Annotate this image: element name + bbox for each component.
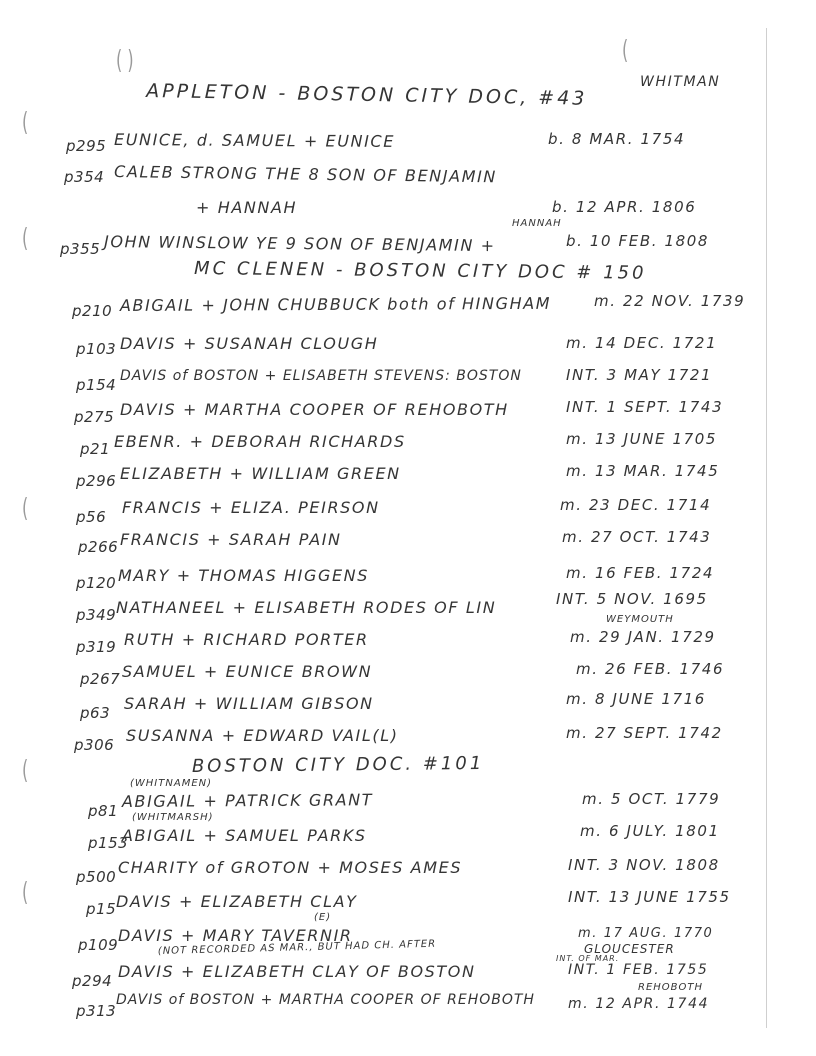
- page-ref: p210: [72, 302, 113, 320]
- entry-text: ABIGAIL + PATRICK GRANT: [121, 790, 374, 811]
- entry-date: INT. 3 NOV. 1808: [568, 856, 720, 874]
- page-ref: p63: [80, 704, 111, 722]
- entry-text: CALEB STRONG THE 8 SON OF BENJAMIN: [114, 162, 498, 187]
- entry-text: MARY + THOMAS HIGGENS: [118, 566, 369, 585]
- right-margin-line: [766, 28, 767, 1028]
- punch-mark: (: [22, 876, 29, 907]
- entry-text: FRANCIS + ELIZA. PEIRSON: [122, 498, 380, 517]
- entry-date: INT. 1 SEPT. 1743: [566, 398, 724, 416]
- entry-date: INT. 3 MAY 1721: [566, 366, 713, 384]
- section-title: BOSTON CITY DOC. #101: [191, 752, 485, 777]
- entry-date: m. 13 JUNE 1705: [566, 430, 718, 448]
- entry-text: DAVIS of BOSTON + MARTHA COOPER OF REHOBOTH: [116, 992, 535, 1008]
- entry-date: m. 23 DEC. 1714: [560, 496, 712, 514]
- page-ref: p296: [76, 472, 117, 490]
- entry-annotation: (NOT RECORDED AS MAR., BUT HAD CH. AFTER: [157, 938, 437, 957]
- corner-note: WHITMAN: [640, 74, 721, 90]
- entry-text: SUSANNA + EDWARD VAIL(L): [126, 726, 399, 745]
- page-ref: p295: [66, 137, 107, 155]
- punch-mark: (: [22, 754, 29, 785]
- entry-date: m. 29 JAN. 1729: [570, 628, 716, 646]
- entry-note: WEYMOUTH: [606, 614, 674, 625]
- page-ref: p319: [76, 638, 117, 656]
- page-ref: p109: [78, 936, 119, 954]
- punch-mark: (: [22, 106, 29, 137]
- entry-text: DAVIS + ELIZABETH CLAY: [116, 892, 358, 911]
- place-note: REHOBOTH: [638, 982, 704, 993]
- entry-text: NATHANEEL + ELISABETH RODES OF LIN: [116, 598, 497, 617]
- entry-note: HANNAH: [512, 218, 562, 229]
- page-ref: p21: [80, 440, 111, 458]
- document-title: APPLETON - BOSTON CITY DOC, #43: [146, 80, 588, 110]
- entry-annotation: INT. OF MAR.: [556, 954, 620, 963]
- page-ref: p267: [80, 670, 121, 688]
- page-ref: p154: [76, 376, 117, 394]
- entry-text: SAMUEL + EUNICE BROWN: [122, 662, 373, 681]
- entry-text: EBENR. + DEBORAH RICHARDS: [114, 432, 406, 451]
- entry-date: INT. 13 JUNE 1755: [568, 888, 731, 906]
- entry-text: DAVIS + ELIZABETH CLAY OF BOSTON: [118, 962, 476, 981]
- entry-text: ABIGAIL + SAMUEL PARKS: [122, 826, 367, 845]
- entry-text: DAVIS + SUSANAH CLOUGH: [120, 334, 379, 353]
- entry-text: ELIZABETH + WILLIAM GREEN: [120, 464, 401, 483]
- entry-text: FRANCIS + SARAH PAIN: [120, 530, 342, 549]
- entry-date: m. 17 AUG. 1770: [578, 926, 714, 941]
- page-ref: p306: [74, 736, 115, 754]
- page-ref: p56: [76, 508, 107, 526]
- page-ref: p81: [88, 802, 119, 820]
- page-ref: p153: [88, 834, 129, 852]
- punch-mark: (: [22, 222, 29, 253]
- page-ref: p266: [78, 538, 119, 556]
- page-ref: p355: [60, 240, 101, 258]
- entry-date: INT. 1 FEB. 1755: [568, 962, 709, 978]
- page-ref: p500: [76, 868, 117, 886]
- entry-date: m. 16 FEB. 1724: [566, 564, 715, 582]
- entry-text: DAVIS + MARY TAVERNIR: [118, 926, 353, 945]
- entry-date: b. 10 FEB. 1808: [566, 232, 710, 250]
- entry-text: SARAH + WILLIAM GIBSON: [124, 694, 374, 713]
- entry-text: + HANNAH: [196, 198, 298, 217]
- entry-text: ABIGAIL + JOHN CHUBBUCK both of HINGHAM: [119, 293, 552, 315]
- entry-date: m. 5 OCT. 1779: [582, 790, 721, 808]
- page-ref: p294: [72, 972, 113, 990]
- entry-text: EUNICE, d. SAMUEL + EUNICE: [114, 130, 396, 151]
- page-ref: p275: [74, 408, 115, 426]
- page-ref: p354: [64, 168, 105, 186]
- entry-annotation: (WHITNAMEN): [130, 778, 213, 789]
- section-title: MC CLENEN - BOSTON CITY DOC # 150: [194, 258, 647, 284]
- entry-date: m. 12 APR. 1744: [568, 996, 710, 1012]
- page-ref: p120: [76, 574, 117, 592]
- entry-date: m. 6 JULY. 1801: [580, 822, 720, 840]
- entry-date: m. 22 NOV. 1739: [594, 292, 746, 310]
- entry-text: CHARITY of GROTON + MOSES AMES: [118, 858, 463, 877]
- entry-date: b. 8 MAR. 1754: [548, 130, 686, 148]
- punch-mark: ( ): [116, 44, 134, 75]
- entry-text: DAVIS + MARTHA COOPER OF REHOBOTH: [120, 400, 509, 419]
- page-ref: p313: [76, 1002, 117, 1020]
- entry-annotation: (E): [314, 912, 332, 923]
- punch-mark: (: [22, 492, 29, 523]
- entry-text: JOHN WINSLOW YE 9 SON OF BENJAMIN +: [104, 232, 496, 256]
- entry-date: INT. 5 NOV. 1695: [556, 590, 708, 608]
- page-ref: p103: [76, 340, 117, 358]
- entry-date: m. 27 OCT. 1743: [562, 528, 712, 546]
- entry-date: m. 26 FEB. 1746: [576, 660, 725, 678]
- place-note: GLOUCESTER: [584, 942, 675, 956]
- entry-text: DAVIS of BOSTON + ELISABETH STEVENS: BOSTON: [120, 368, 522, 384]
- entry-date: m. 14 DEC. 1721: [566, 334, 718, 352]
- entry-text: RUTH + RICHARD PORTER: [124, 630, 369, 649]
- entry-annotation: (WHITMARSH): [132, 812, 214, 823]
- punch-mark: (: [622, 34, 629, 65]
- page-ref: p15: [86, 900, 117, 918]
- entry-date: m. 8 JUNE 1716: [566, 690, 706, 708]
- entry-date: m. 27 SEPT. 1742: [566, 724, 723, 742]
- entry-date: b. 12 APR. 1806: [552, 198, 697, 216]
- page-ref: p349: [76, 606, 117, 624]
- entry-date: m. 13 MAR. 1745: [566, 462, 720, 480]
